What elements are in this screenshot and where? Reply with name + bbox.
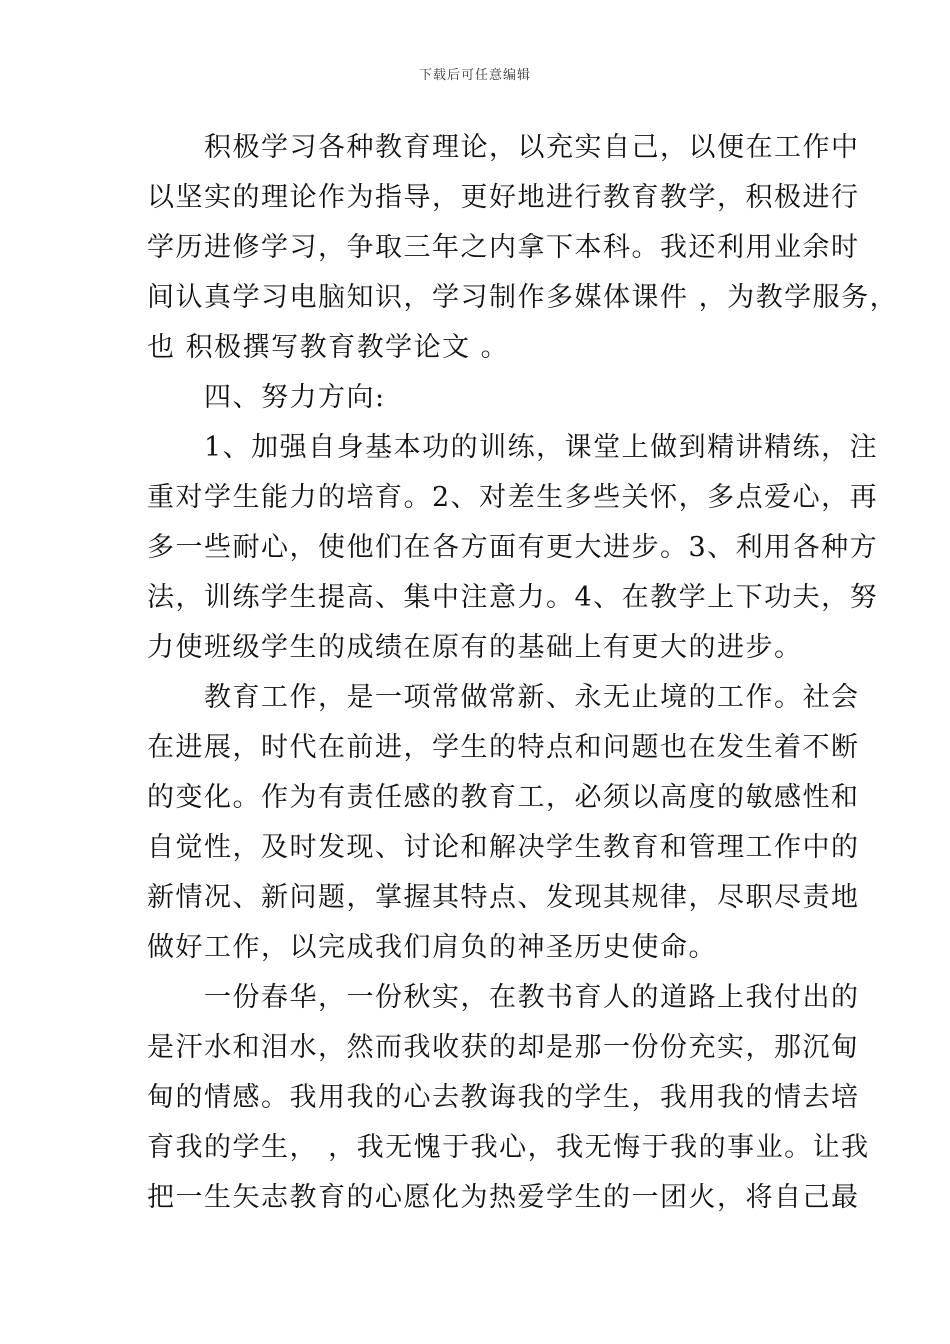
text-line: 也 积极撰写教育教学论文 。 [147,332,510,363]
text-line: 是汗水和泪水，然而我收获的却是那一份份充实，那沉甸 [147,1032,860,1063]
text-line: 间认真学习电脑知识，学习制作多媒体课件 ，为教学服务， [147,282,899,313]
text-line: 法，训练学生提高、集中注意力。4、在教学上下功夫，努 [147,582,879,613]
text-line: 积极学习各种教育理论，以充实自己，以便在工作中 [147,132,860,163]
text-line: 以坚实的理论作为指导，更好地进行教育教学，积极进行 [147,182,860,213]
text-line: 把一生矢志教育的心愿化为热爱学生的一团火，将自己最 [147,1182,860,1213]
text-line: 力使班级学生的成绩在原有的基础上有更大的进步。 [147,632,803,663]
text-line: 教育工作，是一项常做常新、永无止境的工作。社会 [147,682,860,713]
text-line: 自觉性，及时发现、讨论和解决学生教育和管理工作中的 [147,832,860,863]
text-line: 育我的学生， ，我无愧于我心，我无悔于我的事业。让我 [147,1132,870,1163]
text-line: 在进展，时代在前进，学生的特点和问题也在发生着不断 [147,732,860,763]
text-line: 的变化。作为有责任感的教育工，必须以高度的敏感性和 [147,782,860,813]
text-line: 1、加强自身基本功的训练，课堂上做到精讲精练，注 [147,432,879,463]
text-line: 多一些耐心，使他们在各方面有更大进步。3、利用各种方 [147,532,879,563]
section-heading: 四、努力方向: [147,382,386,413]
text-line: 一份春华，一份秋实，在教书育人的道路上我付出的 [147,982,860,1013]
text-line: 新情况、新问题，掌握其特点、发现其规律，尽职尽责地 [147,882,860,913]
page-header: 下载后可任意编辑 [418,68,531,83]
text-line: 做好工作，以完成我们肩负的神圣历史使命。 [147,932,717,963]
text-line: 重对学生能力的培育。2、对差生多些关怀，多点爱心，再 [147,482,879,513]
text-line: 学历进修学习，争取三年之内拿下本科。我还利用业余时 [147,232,860,263]
text-line: 甸的情感。我用我的心去教诲我的学生，我用我的情去培 [147,1082,860,1113]
